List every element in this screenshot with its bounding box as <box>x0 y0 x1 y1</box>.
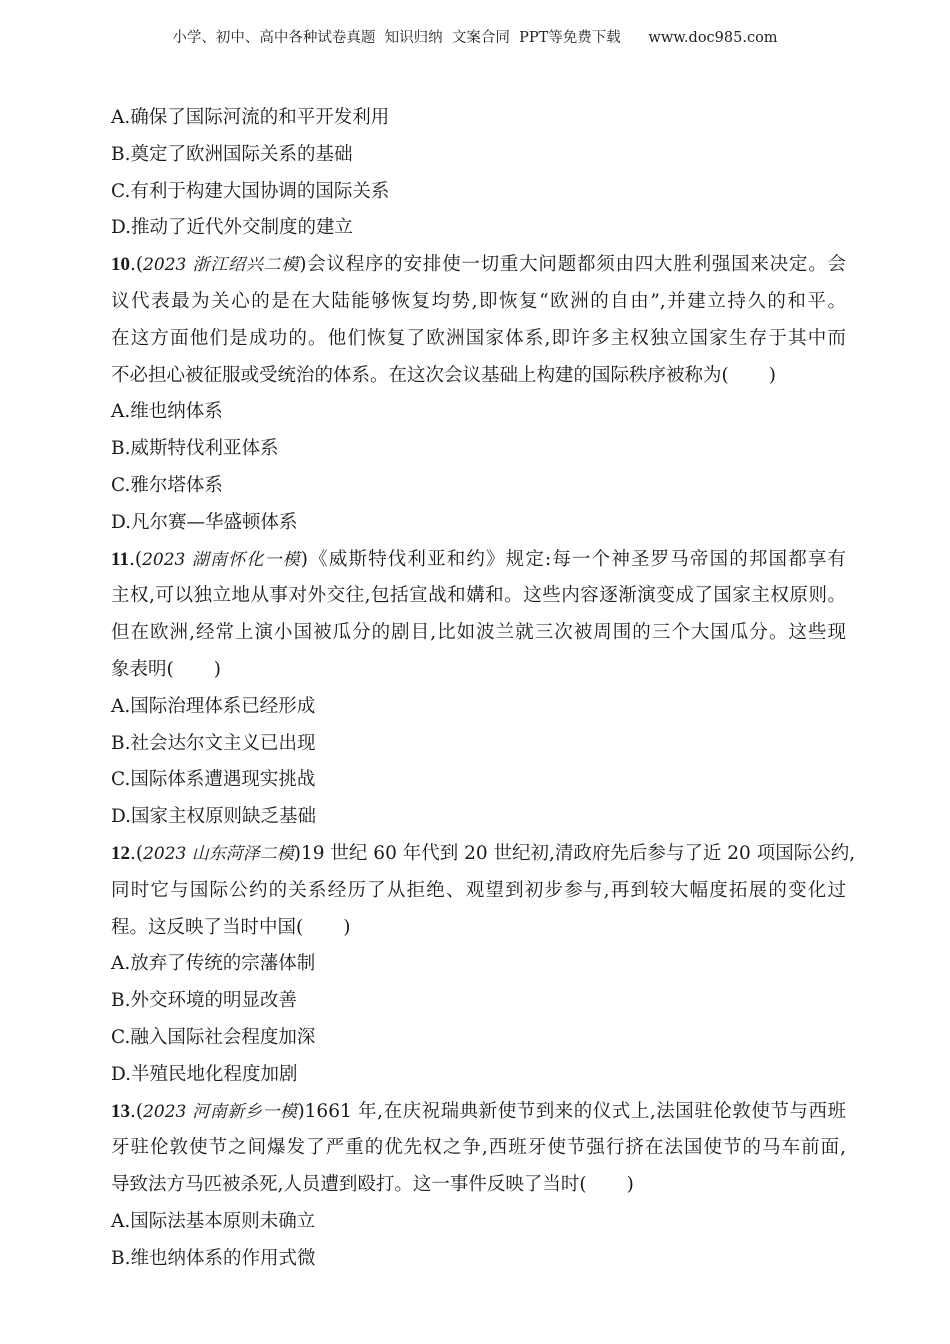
q12-option-d: D.半殖民地化程度加剧 <box>111 1063 298 1085</box>
q12-number: 12 <box>111 842 130 864</box>
q11-number: 11 <box>111 548 129 570</box>
q13-option-a: A.国际法基本原则未确立 <box>111 1210 316 1232</box>
q11-stem-line-3: 但在欧洲,经常上演小国被瓜分的剧目,比如波兰就三次被周围的三个大国瓜分。这些现 <box>111 622 846 644</box>
q11-option-a: A.国际治理体系已经形成 <box>111 695 316 717</box>
q10-stem-line-3: 在这方面他们是成功的。他们恢复了欧洲国家体系,即许多主权独立国家生存于其中而 <box>111 327 846 349</box>
q9-option-d: D.推动了近代外交制度的建立 <box>111 217 354 239</box>
q10-stem-line-4: 不必担心被征服或受统治的体系。在这次会议基础上构建的国际秩序被称为( ) <box>111 364 776 386</box>
q12-source: 2023 山东菏泽二模 <box>143 843 294 864</box>
q12-option-a: A.放弃了传统的宗藩体制 <box>111 953 316 975</box>
q12-stem-line-2: 同时它与国际公约的关系经历了从拒绝、观望到初步参与,再到较大幅度拓展的变化过 <box>111 879 846 901</box>
q10-option-b: B.威斯特伐利亚体系 <box>111 438 279 460</box>
q10-stem-line-1: 10.(2023 浙江绍兴二模)会议程序的安排使一切重大问题都须由四大胜利强国来决定。会 <box>111 254 846 276</box>
q10-option-c: C.雅尔塔体系 <box>111 474 223 496</box>
q11-option-b: B.社会达尔文主义已出现 <box>111 732 316 754</box>
q13-stem-line-3: 导致法方马匹被杀死,人员遭到殴打。这一事件反映了当时( ) <box>111 1174 634 1196</box>
q11-stem-line-4: 象表明( ) <box>111 658 221 680</box>
q13-source: 2023 河南新乡一模 <box>143 1101 298 1122</box>
q10-option-a: A.维也纳体系 <box>111 401 223 423</box>
q11-stem-line-1: 11.(2023 湖南怀化一模)《威斯特伐利亚和约》规定:每一个神圣罗马帝国的邦国都享有 <box>111 548 846 570</box>
q10-number: 10 <box>111 254 130 276</box>
q9-option-c: C.有利于构建大国协调的国际关系 <box>111 180 390 202</box>
q13-stem-line-1: 13.(2023 河南新乡一模)1661 年,在庆祝瑞典新使节到来的仪式上,法国驻伦敦使节与西班 <box>111 1100 846 1122</box>
q12-stem-line-3: 程。这反映了当时中国( ) <box>111 916 351 938</box>
q10-stem-line-2: 议代表最为关心的是在大陆能够恢复均势,即恢复“欧洲的自由”,并建立持久的和平。 <box>111 290 846 312</box>
question-content <box>111 100 856 1278</box>
q10-option-d: D.凡尔赛—华盛顿体系 <box>111 511 298 533</box>
page-header: 小学、初中、高中各种试卷真题 知识归纳 文案合同 PPT等免费下载 www.doc985.com <box>172 30 778 46</box>
q13-stem-line-2: 牙驻伦敦使节之间爆发了严重的优先权之争,西班牙使节强行挤在法国使节的马车前面, <box>111 1137 846 1159</box>
q11-option-c: C.国际体系遭遇现实挑战 <box>111 769 316 791</box>
q10-source: 2023 浙江绍兴二模 <box>143 255 300 276</box>
q11-option-d: D.国家主权原则缺乏基础 <box>111 806 317 828</box>
q12-option-c: C.融入国际社会程度加深 <box>111 1026 316 1048</box>
q13-number: 13 <box>111 1100 130 1122</box>
q13-option-b: B.维也纳体系的作用式微 <box>111 1247 316 1269</box>
q9-option-a: A.确保了国际河流的和平开发利用 <box>111 107 390 128</box>
q11-source: 2023 湖南怀化一模 <box>142 549 301 570</box>
q11-stem-line-2: 主权,可以独立地从事对外交往,包括宣战和媾和。这些内容逐渐演变成了国家主权原则。 <box>111 585 846 607</box>
q9-option-b: B.奠定了欧洲国际关系的基础 <box>111 143 353 165</box>
q12-option-b: B.外交环境的明显改善 <box>111 990 297 1012</box>
q12-stem-line-1: 12.(2023 山东菏泽二模)19 世纪 60 年代到 20 世纪初,清政府先后参与了近 20 项国际公约, <box>111 842 856 864</box>
